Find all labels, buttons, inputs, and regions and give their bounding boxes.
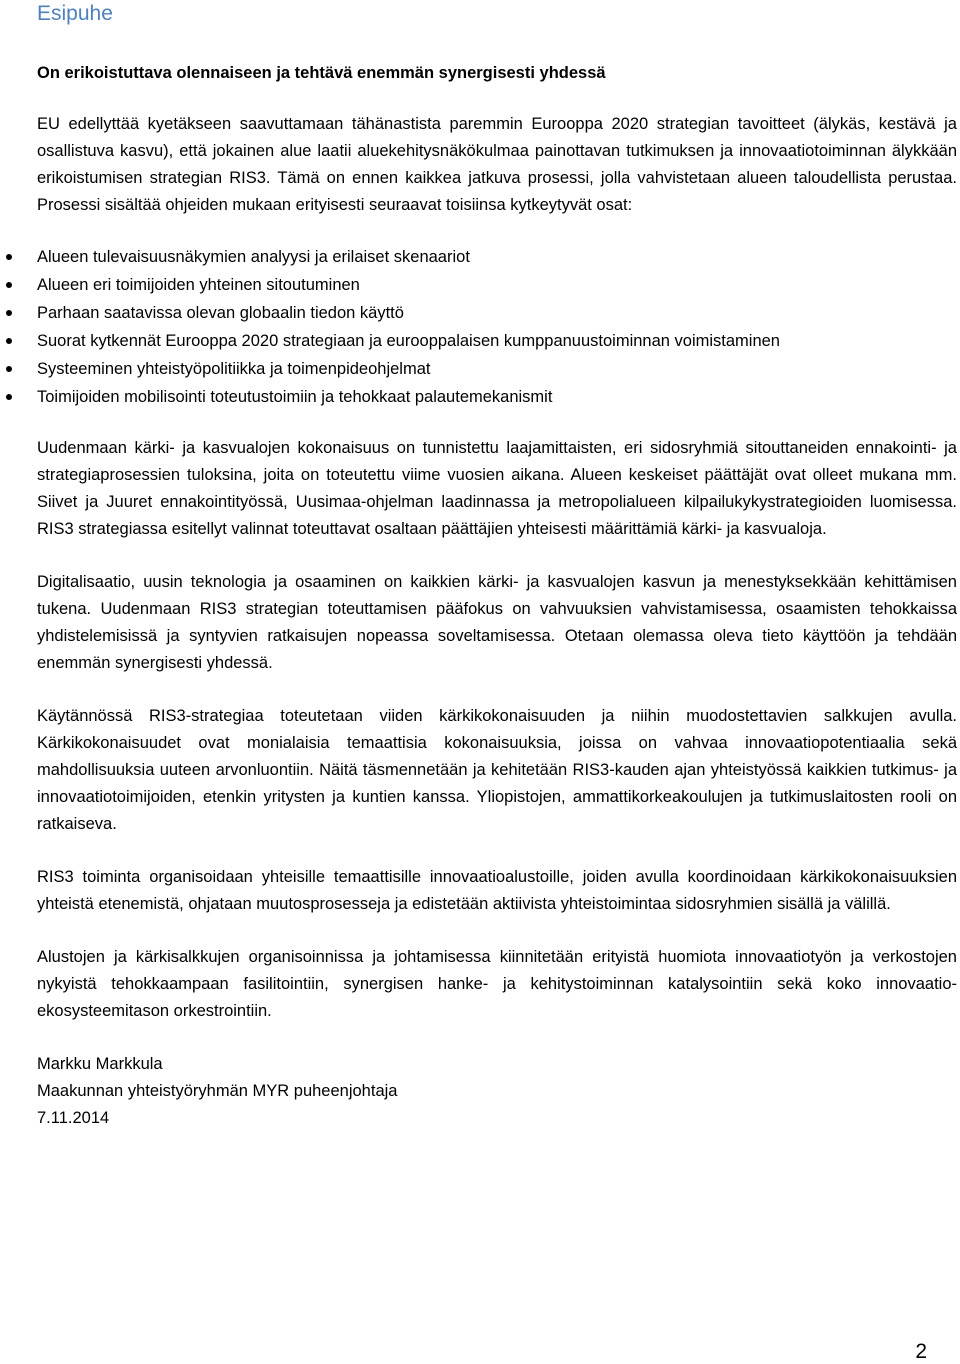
bullet-icon <box>6 282 12 288</box>
signatory-title: Maakunnan yhteistyöryhmän MYR puheenjohtaja <box>37 1082 398 1100</box>
list-item-text: Systeeminen yhteistyöpolitiikka ja toimenpideohjelmat <box>37 360 431 378</box>
bullet-icon <box>6 394 12 400</box>
bullet-icon <box>6 310 12 316</box>
paragraph-leadership: Alustojen ja kärkisalkkujen organisoinnissa ja johtamisessa kiinnitetään erityistä huomiota innovaatiotyön ja verkostojen nykyistä tehokkaampaan fasilitointiin, synergisen hanke- ja kehitystoiminnan katalysointiin sekä koko innovaatio-ekosysteemitason orkestrointiin. <box>37 948 957 1020</box>
list-item-text: Alueen tulevaisuusnäkymien analyysi ja erilaiset skenaariot <box>37 248 470 266</box>
list-item <box>37 355 957 383</box>
document-body <box>37 60 957 1132</box>
bullet-icon <box>6 254 12 260</box>
bullet-list <box>37 243 957 411</box>
page-title: Esipuhe <box>37 2 113 25</box>
list-item-text: Parhaan saatavissa olevan globaalin tiedon käyttö <box>37 304 404 322</box>
paragraph-key-sectors: Uudenmaan kärki- ja kasvualojen kokonaisuus on tunnistettu laajamittaisten, eri sidosryhmiä sitouttaneiden ennakointi- ja strategiaprosessien tuloksina, joita on toteutettu viime vuosien aikana. Alueen keskeiset päättäjät ovat olleet mukana mm. Siivet ja Juuret ennakointityössä, Uusimaa-ohjelman laadinnassa ja metropolialueen kilpailukykystrategioiden luomisessa. RIS3 strategiassa esitellyt valinnat toteuttavat osaltaan päättäjien yhteisesti määrittämiä kärki- ja kasvualoja. <box>37 439 957 538</box>
signatory-name: Markku Markkula <box>37 1055 163 1073</box>
list-item-text: Alueen eri toimijoiden yhteinen sitoutuminen <box>37 276 360 294</box>
paragraph-digitalisation: Digitalisaatio, uusin teknologia ja osaaminen on kaikkien kärki- ja kasvualojen kasvun ja menestyksekkään kehittämisen tukena. Uudenmaan RIS3 strategian toteuttamisen pääfokus on vahvuuksien vahvistamisessa, osaamisten tehokkaissa yhdistelemisissä ja syntyvien ratkaisujen nopeassa soveltamisessa. Otetaan olemassa oleva tieto käyttöön ja tehdään enemmän synergisesti yhdessä. <box>37 573 957 672</box>
intro-paragraph: EU edellyttää kyetäkseen saavuttamaan tähänastista paremmin Eurooppa 2020 strategian tavoitteet (älykäs, kestävä ja osallistuva kasvu), että jokainen alue laatii aluekehitysnäkökulmaa painottavan tutkimuksen ja innovaatiotoiminnan älykkään erikoistumisen strategian RIS3. Tämä on ennen kaikkea jatkuva prosessi, jolla vahvistetaan alueen taloudellista perustaa. Prosessi sisältää ohjeiden mukaan erityisesti seuraavat toisiinsa kytkeytyvät osat: <box>37 115 957 214</box>
list-item <box>37 271 957 299</box>
list-item <box>37 383 957 411</box>
list-item-text: Suorat kytkennät Eurooppa 2020 strategiaan ja eurooppalaisen kumppanuustoiminnan voimistaminen <box>37 332 780 350</box>
bullet-icon <box>6 338 12 344</box>
signature-block <box>37 1051 957 1132</box>
list-item <box>37 299 957 327</box>
signature-date: 7.11.2014 <box>37 1109 110 1127</box>
list-item-text: Toimijoiden mobilisointi toteutustoimiin ja tehokkaat palautemekanismit <box>37 388 553 406</box>
paragraph-platforms: RIS3 toiminta organisoidaan yhteisille temaattisille innovaatioalustoille, joiden avulla koordinoidaan kärkikokonaisuuksien yhteistä etenemistä, ohjataan muutosprosesseja ja edistetään aktiivista yhteistoimintaa sidosryhmien sisällä ja välillä. <box>37 868 957 913</box>
bullet-icon <box>6 366 12 372</box>
list-item <box>37 327 957 355</box>
paragraph-implementation: Käytännössä RIS3-strategiaa toteutetaan viiden kärkikokonaisuuden ja niihin muodostettavien salkkujen avulla. Kärkikokonaisuudet ovat monialaisia temaattisia kokonaisuuksia, joissa on vahvaa innovaatiopotentiaalia sekä mahdollisuuksia uuteen arvonluontiin. Näitä täsmennetään ja kehitetään RIS3-kauden ajan yhteistyössä kaikkien tutkimus- ja innovaatiotoimijoiden, etenkin yritysten ja kuntien kanssa. Yliopistojen, ammattikorkeakoulujen ja tutkimuslaitosten rooli on ratkaiseva. <box>37 707 957 833</box>
page-number: 2 <box>915 1340 927 1363</box>
section-subtitle: On erikoistuttava olennaiseen ja tehtävä enemmän synergisesti yhdessä <box>37 64 606 82</box>
list-item <box>37 243 957 271</box>
